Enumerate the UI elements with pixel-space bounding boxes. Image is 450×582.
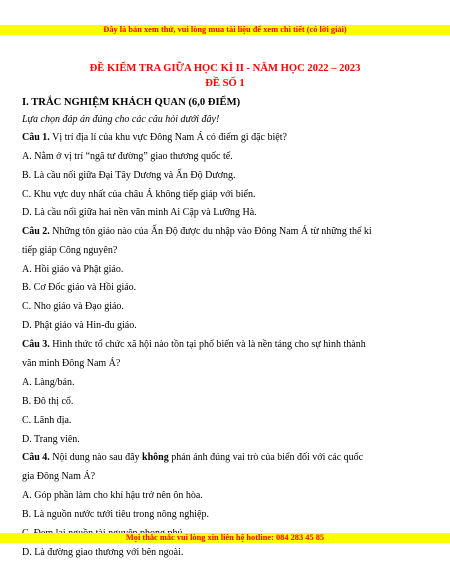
hotline-text: Mọi thắc mắc vui lòng xin liên hệ hotline: 084 283 45 85 [125,533,325,542]
question-1-text: Vị trí địa lí của khu vực Đông Nam Á có điểm gì đặc biệt? [49,132,287,143]
question-2-option-b: B. Cơ Đốc giáo và Hồi giáo. [22,282,137,293]
question-3-text-line-1: Hình thức tổ chức xã hội nào tồn tại phổ biến và là nền tảng cho sự hình thành [49,339,366,350]
preview-notice-banner [0,25,450,35]
question-2-option-d: D. Phật giáo và Hin-đu giáo. [22,320,137,331]
exam-title: ĐỀ KIỂM TRA GIỮA HỌC KÌ II - NĂM HỌC 2022 – 2023 [89,63,361,74]
question-4-text-pre: Nội dung nào sau đây [49,452,143,463]
question-3-option-c: C. Lãnh địa. [22,415,72,426]
question-4-text-line-2: gia Đông Nam Á? [22,471,96,482]
question-3-option-b: B. Đô thị cổ. [22,396,74,407]
question-1-option-a: A. Nằm ở vị trí “ngã tư đường” giao thương quốc tế. [22,151,233,162]
question-2-text-line-2: tiếp giáp Công nguyên? [22,245,118,256]
question-3-option-d: D. Trang viên. [22,434,80,445]
question-1-option-b: B. Là cầu nối giữa Đại Tây Dương và Ấn Độ Dương. [22,170,236,181]
question-2-option-a: A. Hồi giáo và Phật giáo. [22,264,124,275]
question-1-option-d: D. Là cầu nối giữa hai nền văn minh Ai Cập và Lưỡng Hà. [22,207,257,218]
instruction-text: Lựa chọn đáp án đúng cho các câu hỏi dưới đây! [22,114,220,125]
question-4-option-b: B. Là nguồn nước tưới tiêu trong nông nghiệp. [22,509,209,520]
question-4-number: Câu 4. [22,452,50,463]
question-4-option-d: D. Là đường giao thương với bên ngoài. [22,547,184,558]
question-2-option-c: C. Nho giáo và Đạo giáo. [22,301,124,312]
question-4-text-post: phản ánh đúng vai trò của biển đối với các quốc [168,452,364,463]
question-1 [22,131,287,144]
question-4-option-a: A. Góp phần làm cho khí hậu trở nên ôn hòa. [22,490,203,501]
question-3-option-a: A. Làng/bản. [22,377,75,388]
question-4 [22,451,363,464]
question-3-text-line-2: văn minh Đông Nam Á? [22,358,121,369]
question-2 [22,225,372,238]
hotline-banner [0,533,450,543]
question-2-number: Câu 2. [22,226,50,237]
question-3-number: Câu 3. [22,339,50,350]
question-2-text-line-1: Những tôn giáo nào của Ấn Độ được du nhập vào Đông Nam Á từ những thế kỉ [49,226,372,237]
exam-number: ĐỀ SỐ 1 [205,78,245,89]
question-4-text-emphasis: không [142,452,169,463]
section-heading: I. TRẮC NGHIỆM KHÁCH QUAN (6,0 ĐIỂM) [22,97,241,108]
question-3 [22,338,366,351]
question-1-number: Câu 1. [22,132,50,143]
preview-notice-text: Đây là bản xem thử, vui lòng mua tài liệu để xem chi tiết (có lời giải) [103,25,347,34]
question-1-option-c: C. Khu vực duy nhất của châu Á không tiếp giáp với biển. [22,189,256,200]
